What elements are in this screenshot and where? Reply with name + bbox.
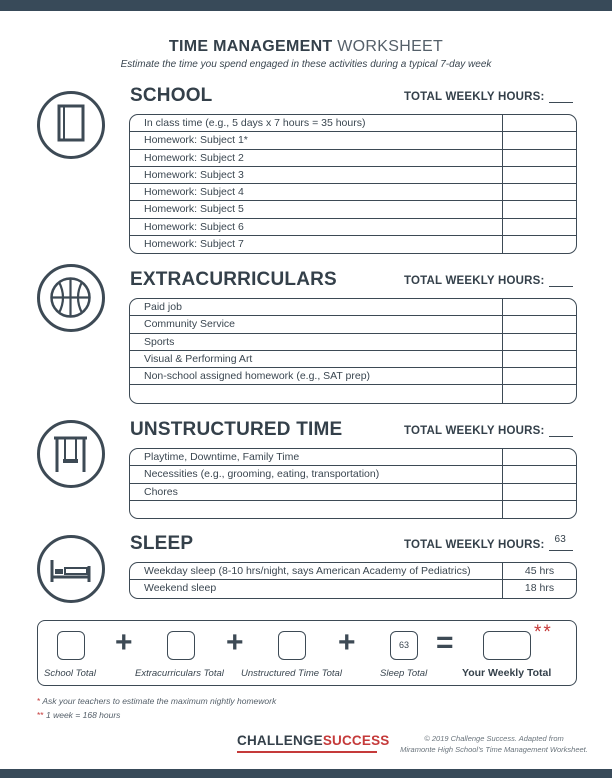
table-row xyxy=(130,236,576,253)
row-value[interactable] xyxy=(503,150,576,166)
row-label: Weekend sleep xyxy=(130,580,503,597)
week-hours-footnote xyxy=(37,710,120,720)
row-label: Homework: Subject 6 xyxy=(130,219,503,235)
table-row xyxy=(130,201,576,218)
row-value[interactable] xyxy=(503,351,576,367)
hours-label: TOTAL WEEKLY HOURS: xyxy=(404,91,545,103)
row-value[interactable] xyxy=(503,334,576,350)
extracurriculars-total-box[interactable] xyxy=(167,631,195,660)
footnote-text: 1 week = 168 hours xyxy=(46,710,121,720)
table-row xyxy=(130,150,576,167)
footnote-mark: * xyxy=(37,696,41,706)
table-row xyxy=(130,484,576,501)
row-label: Homework: Subject 2 xyxy=(130,150,503,166)
extracurriculars-section-title: EXTRACURRICULARS xyxy=(130,269,337,290)
row-value[interactable] xyxy=(503,132,576,148)
logo-part-challenge: CHALLENGE xyxy=(237,733,323,748)
table-row xyxy=(130,466,576,483)
notebook-icon xyxy=(37,91,105,159)
row-value[interactable] xyxy=(503,167,576,183)
table-row xyxy=(130,184,576,201)
row-value[interactable]: 45 hrs xyxy=(524,565,555,577)
school-total-label: School Total xyxy=(44,668,96,679)
row-value[interactable] xyxy=(503,316,576,332)
homework-footnote xyxy=(37,696,276,706)
sleep-total-label: Sleep Total xyxy=(380,668,428,679)
sleep-hours-value: 63 xyxy=(554,534,567,545)
unstructured-total-label: Unstructured Time Total xyxy=(241,668,342,679)
totals-panel xyxy=(37,620,577,686)
table-row xyxy=(130,368,576,385)
unstructured-section-title: UNSTRUCTURED TIME xyxy=(130,419,343,440)
table-row xyxy=(130,351,576,368)
row-label: Homework: Subject 5 xyxy=(130,201,503,217)
table-row xyxy=(130,563,576,580)
row-value[interactable] xyxy=(503,368,576,384)
title-light: WORKSHEET xyxy=(337,38,444,55)
row-label: Necessities (e.g., grooming, eating, transportation) xyxy=(130,466,503,482)
row-value[interactable] xyxy=(503,115,576,131)
row-label xyxy=(130,501,503,518)
plus-sign: + xyxy=(226,626,244,659)
table-row xyxy=(130,316,576,333)
weekly-total-label: Your Weekly Total xyxy=(462,667,552,679)
unstructured-total-hours xyxy=(404,425,573,437)
table-row xyxy=(130,334,576,351)
school-total-box[interactable] xyxy=(57,631,85,660)
credit-line-2: Miramonte High School's Time Management Worksheet. xyxy=(400,745,588,754)
row-label: Playtime, Downtime, Family Time xyxy=(130,449,503,465)
row-label xyxy=(130,385,503,402)
row-value[interactable] xyxy=(503,299,576,315)
plus-sign: + xyxy=(115,626,133,659)
sleep-section-title: SLEEP xyxy=(130,533,194,554)
top-banner xyxy=(0,0,612,11)
double-asterisk: ** xyxy=(534,622,553,643)
school-hours-line[interactable] xyxy=(549,91,573,103)
row-label: Weekday sleep (8-10 hrs/night, says American Academy of Pediatrics) xyxy=(130,563,503,579)
school-total-hours xyxy=(404,91,573,103)
swing-icon xyxy=(37,420,105,488)
row-label: Homework: Subject 1* xyxy=(130,132,503,148)
sleep-total-hours xyxy=(404,534,573,551)
table-row xyxy=(130,385,576,402)
row-value[interactable] xyxy=(503,184,576,200)
page-subtitle: Estimate the time you spend engaged in these activities during a typical 7-day week xyxy=(120,59,492,70)
hours-label: TOTAL WEEKLY HOURS: xyxy=(404,539,545,551)
row-value[interactable] xyxy=(503,219,576,235)
extracurriculars-table xyxy=(129,298,577,404)
row-value[interactable] xyxy=(503,385,576,402)
logo-part-success: SUCCESS xyxy=(322,733,390,748)
row-label: Sports xyxy=(130,334,503,350)
school-table xyxy=(129,114,577,254)
row-label: Non-school assigned homework (e.g., SAT prep) xyxy=(130,368,503,384)
credit-line-1: © 2019 Challenge Success. Adapted from xyxy=(424,734,564,743)
unstructured-hours-line[interactable] xyxy=(549,425,573,437)
table-row xyxy=(130,167,576,184)
basketball-icon xyxy=(37,264,105,332)
weekly-total-box[interactable] xyxy=(483,631,531,660)
row-label: Homework: Subject 3 xyxy=(130,167,503,183)
row-label: Paid job xyxy=(130,299,503,315)
hours-label: TOTAL WEEKLY HOURS: xyxy=(404,425,545,437)
row-label: Homework: Subject 4 xyxy=(130,184,503,200)
extracurriculars-hours-line[interactable] xyxy=(549,275,573,287)
row-value[interactable] xyxy=(503,236,576,253)
extracurriculars-total-label: Extracurriculars Total xyxy=(135,668,224,679)
equals-sign: = xyxy=(436,626,454,659)
bottom-banner xyxy=(0,769,612,778)
sleep-table xyxy=(129,562,577,599)
logo-underline xyxy=(237,751,377,753)
table-row xyxy=(130,299,576,316)
table-row xyxy=(130,115,576,132)
challenge-success-logo xyxy=(237,733,389,748)
row-label: Visual & Performing Art xyxy=(130,351,503,367)
row-value[interactable] xyxy=(503,449,576,465)
extracurriculars-total-hours xyxy=(404,275,573,287)
plus-sign: + xyxy=(338,626,356,659)
table-row xyxy=(130,449,576,466)
table-row xyxy=(130,501,576,518)
row-label: In class time (e.g., 5 days x 7 hours = 35 hours) xyxy=(130,115,503,131)
hours-label: TOTAL WEEKLY HOURS: xyxy=(404,275,545,287)
table-row xyxy=(130,580,576,597)
footnote-text: Ask your teachers to estimate the maximum nightly homework xyxy=(42,696,277,706)
row-label: Homework: Subject 7 xyxy=(130,236,503,253)
unstructured-total-box[interactable] xyxy=(278,631,306,660)
sleep-total-box[interactable]: 63 xyxy=(390,631,418,660)
copyright-credit xyxy=(394,733,594,755)
school-section-title: SCHOOL xyxy=(130,85,213,106)
row-value[interactable]: 18 hrs xyxy=(524,582,555,595)
title-bold: TIME MANAGEMENT xyxy=(168,38,333,55)
footnote-mark: ** xyxy=(37,710,44,720)
unstructured-table xyxy=(129,448,577,519)
bed-icon xyxy=(37,535,105,603)
row-label: Community Service xyxy=(130,316,503,332)
row-value[interactable] xyxy=(503,466,576,482)
table-row xyxy=(130,132,576,149)
sleep-hours-line[interactable] xyxy=(549,534,573,551)
row-value[interactable] xyxy=(503,201,576,217)
row-value[interactable] xyxy=(503,501,576,518)
row-label: Chores xyxy=(130,484,503,500)
table-row xyxy=(130,219,576,236)
page-title xyxy=(0,38,612,56)
row-value[interactable] xyxy=(503,484,576,500)
